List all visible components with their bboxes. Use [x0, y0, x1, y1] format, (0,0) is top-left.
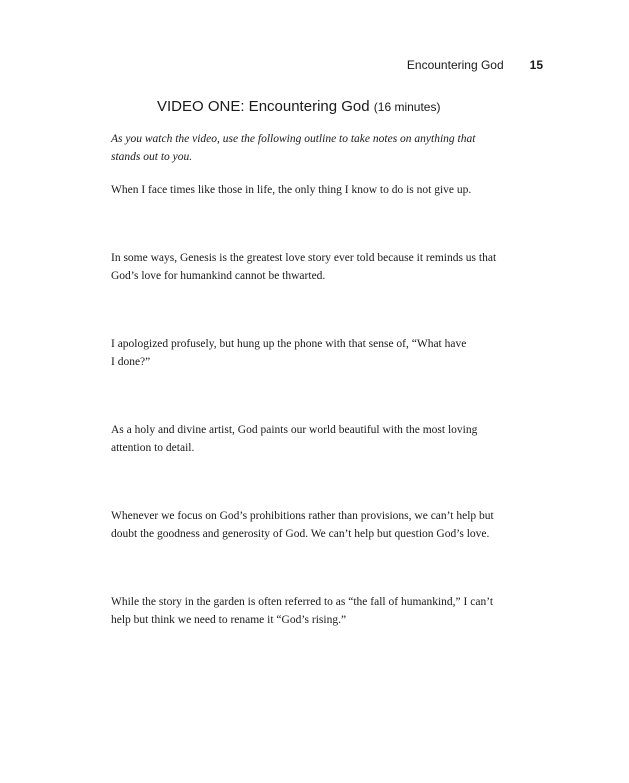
instructions-paragraph: [111, 130, 511, 166]
note-line: Whenever we focus on God’s prohibitions rather than provisions, we can’t help but: [111, 510, 494, 522]
note-paragraph-5: [111, 507, 511, 543]
note-paragraph-1: [111, 181, 511, 199]
note-paragraph-3: [111, 335, 511, 371]
running-title: Encountering God: [406, 58, 504, 72]
section-duration: (16 minutes): [373, 100, 441, 114]
page-number: 15: [529, 58, 543, 72]
instructions-line: stands out to you.: [111, 151, 193, 163]
instructions-line: As you watch the video, use the following outline to take notes on anything that: [111, 133, 476, 145]
section-title: VIDEO ONE: Encountering God: [157, 98, 370, 115]
note-line: I done?”: [111, 356, 151, 368]
note-paragraph-6: [111, 593, 511, 629]
note-paragraph-4: [111, 421, 511, 457]
note-line: doubt the goodness and generosity of God. We can’t help but question God’s love.: [111, 528, 490, 540]
note-line: attention to detail.: [111, 442, 195, 454]
note-line: In some ways, Genesis is the greatest love story ever told because it reminds us that: [111, 252, 497, 264]
running-header: [407, 58, 543, 72]
note-line: help but think we need to rename it “God’s rising.”: [111, 614, 347, 626]
note-line: I apologized profusely, but hung up the phone with that sense of, “What have: [111, 338, 467, 350]
note-line: When I face times like those in life, the only thing I know to do is not give up.: [111, 184, 472, 196]
note-line: God’s love for humankind cannot be thwarted.: [111, 270, 326, 282]
note-line: As a holy and divine artist, God paints our world beautiful with the most loving: [111, 424, 478, 436]
note-paragraph-2: [111, 249, 511, 285]
note-line: While the story in the garden is often referred to as “the fall of humankind,” I can’t: [111, 596, 494, 608]
section-heading: [157, 98, 440, 115]
